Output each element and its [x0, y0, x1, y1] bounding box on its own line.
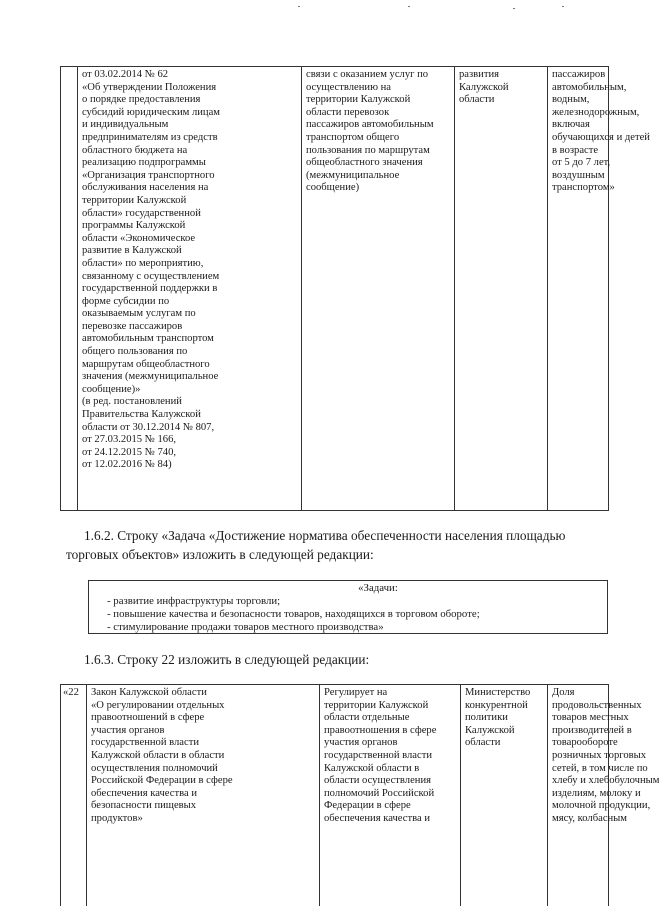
table-row-22 [60, 684, 659, 906]
indicator-lines [552, 69, 650, 195]
cell-text-line: пассажиров автомобильным [306, 119, 434, 131]
law-lines [91, 687, 316, 826]
cell-text-line: перевозке пассажиров [82, 320, 183, 332]
cell-text-line: обслуживания населения на [82, 182, 209, 194]
cell-text-line: развитие в Калужской [82, 245, 182, 257]
row-number: «22 [63, 687, 79, 698]
cell-text-line: области [465, 737, 501, 749]
cell-text-line: и индивидуальным [82, 119, 169, 131]
cell-text-line: Калужской [465, 724, 515, 736]
cell-text-line: от 5 до 7 лет, [552, 157, 611, 169]
table-top-ministry-cell [455, 67, 548, 511]
cell-text-line: развития [459, 69, 500, 80]
law-cell [87, 685, 320, 906]
cell-text-line: общего пользования по [82, 346, 188, 358]
cell-text-line: области перевозок [306, 106, 390, 118]
ministry2-lines [465, 687, 544, 750]
cell-text-line: форме субсидии по [82, 295, 170, 307]
cell-text-line: от 24.12.2015 № 740, [82, 446, 177, 458]
cell-text-line: территории Калужской [306, 94, 411, 106]
tasks-box [88, 580, 608, 634]
cell-text-line: осуществления полномочий [91, 762, 218, 774]
cell-text-line: области [459, 94, 495, 106]
scan-speck [562, 6, 564, 7]
cell-text-line: Федерации в сфере [324, 800, 411, 812]
cell-text-line: связи с оказанием услуг по [306, 69, 429, 80]
cell-text-line: Российской Федерации в сфере [91, 775, 233, 787]
table-top-num-col [61, 67, 78, 511]
cell-text-line: водным, [552, 94, 590, 106]
cell-text-line: (межмуниципальное [306, 169, 400, 181]
cell-text-line: сообщение)» [82, 383, 141, 395]
cell-text-line: транспортом» [552, 182, 615, 194]
row-number-cell [61, 685, 87, 906]
ministry-cell [461, 685, 548, 906]
cell-text-line: железнодорожным, [552, 106, 640, 118]
scan-speck [408, 6, 410, 7]
cell-text-line: транспортом общего [306, 131, 400, 143]
cell-text-line: включая [552, 119, 590, 131]
regulates-cell [320, 685, 461, 906]
cell-text-line: обеспечения качества и [91, 787, 197, 799]
cell-text-line: Калужской [459, 81, 509, 93]
table-top [60, 66, 650, 511]
cell-text-line: программы Калужской [82, 220, 186, 232]
cell-text-line: государственной поддержки в [82, 283, 218, 295]
cell-text-line: субсидий юридическим лицам [82, 106, 220, 118]
cell-text-line: Калужской области в [324, 762, 420, 774]
cell-text-line: в возрасте [552, 144, 599, 156]
cell-text-line: мясу, колбасным [552, 812, 628, 824]
doc-lines [82, 69, 298, 472]
cell-text-line: области осуществления [324, 775, 431, 787]
cell-text-line: правоотношения в сфере [324, 724, 437, 736]
para-162-line2: торговых объектов» изложить в следующей редакции: [66, 547, 374, 562]
cell-text-line: политики [465, 712, 508, 724]
ministry-lines [459, 69, 544, 107]
cell-text-line: предпринимателям из средств [82, 131, 218, 143]
cell-text-line: от 03.02.2014 № 62 [82, 69, 169, 80]
tasks-heading: «Задачи: [358, 582, 398, 594]
para-162-line1: 1.6.2. Строку «Задача «Достижение норматива обеспеченности населения площадью [84, 528, 566, 543]
cell-text-line: сообщение) [306, 182, 360, 194]
cell-text-line: «Об утверждении Положения [82, 81, 217, 93]
task-item: - стимулирование продажи товаров местного производства» [107, 621, 384, 633]
cell-text-line: продовольственных [552, 699, 642, 711]
cell-text-line: реализацию подпрограммы [82, 157, 206, 169]
cell-text-line: участия органов [324, 737, 398, 749]
cell-text-line: Доля [552, 687, 575, 698]
share-lines [552, 687, 659, 826]
cell-text-line: конкурентной [465, 699, 528, 711]
cell-text-line: Правительства Калужской [82, 409, 201, 421]
cell-text-line: «Организация транспортного [82, 169, 215, 181]
cell-text-line: осуществлению на [306, 81, 391, 93]
cell-text-line: продуктов» [91, 812, 143, 824]
cell-text-line: пассажиров [552, 69, 606, 80]
cell-text-line: значения (межмуниципальное [82, 371, 219, 383]
cell-text-line: товарообороте [552, 737, 618, 749]
cell-text-line: «О регулировании отдельных [91, 699, 225, 711]
scan-speck [298, 6, 300, 7]
cell-text-line: пользования по маршрутам [306, 144, 430, 156]
cell-text-line: обучающихся и детей [552, 131, 650, 143]
cell-text-line: изделиям, молоку и [552, 787, 641, 799]
table-top-doc-cell [78, 67, 302, 511]
table-top-purpose-cell [302, 67, 455, 511]
cell-text-line: о порядке предоставления [82, 94, 201, 106]
cell-text-line: товаров местных [552, 712, 629, 724]
cell-text-line: области от 30.12.2014 № 807, [82, 421, 215, 433]
cell-text-line: молочной продукции, [552, 800, 651, 812]
cell-text-line: полномочий Российской [324, 787, 435, 799]
share-cell [548, 685, 659, 906]
cell-text-line: области отдельные [324, 712, 410, 724]
cell-text-line: областного бюджета на [82, 144, 188, 156]
cell-text-line: автомобильным транспортом [82, 333, 214, 345]
cell-text-line: участия органов [91, 724, 165, 736]
scan-speck [513, 8, 515, 9]
cell-text-line: безопасности пищевых [91, 800, 197, 812]
table-top-indicator-cell [548, 67, 650, 511]
cell-text-line: сетей, в том числе по [552, 762, 648, 774]
cell-text-line: области «Экономическое [82, 232, 196, 244]
cell-text-line: государственной власти [91, 737, 200, 749]
cell-text-line: хлебу и хлебобулочным [552, 775, 659, 787]
cell-text-line: Регулирует на [324, 687, 388, 698]
cell-text-line: обеспечения качества и [324, 812, 430, 824]
purpose-lines [306, 69, 451, 195]
cell-text-line: воздушным [552, 169, 605, 181]
cell-text-line: от 27.03.2015 № 166, [82, 434, 177, 446]
cell-text-line: оказываемым услугам по [82, 308, 196, 320]
para-163: 1.6.3. Строку 22 изложить в следующей редакции: [84, 652, 370, 667]
cell-text-line: территории Калужской [324, 699, 429, 711]
cell-text-line: связанному с осуществлением [82, 270, 220, 282]
cell-text-line: (в ред. постановлений [82, 396, 182, 408]
regulates-lines [324, 687, 457, 826]
cell-text-line: Закон Калужской области [91, 687, 207, 698]
cell-text-line: области» государственной [82, 207, 201, 219]
cell-text-line: маршрутам общеобластного [82, 358, 210, 370]
cell-text-line: розничных торговых [552, 749, 647, 761]
cell-text-line: автомобильным, [552, 81, 627, 93]
cell-text-line: от 12.02.2016 № 84) [82, 459, 172, 471]
task-item: - повышение качества и безопасности товаров, находящихся в торговом обороте; [107, 608, 480, 620]
cell-text-line: государственной власти [324, 749, 433, 761]
cell-text-line: производителей в [552, 724, 632, 736]
cell-text-line: Калужской области в области [91, 749, 225, 761]
cell-text-line: области» по мероприятию, [82, 257, 204, 269]
cell-text-line: правоотношений в сфере [91, 712, 205, 724]
cell-text-line: общеобластного значения [306, 157, 423, 169]
task-item: - развитие инфраструктуры торговли; [107, 595, 281, 607]
cell-text-line: территории Калужской [82, 194, 187, 206]
cell-text-line: Министерство [465, 687, 531, 698]
